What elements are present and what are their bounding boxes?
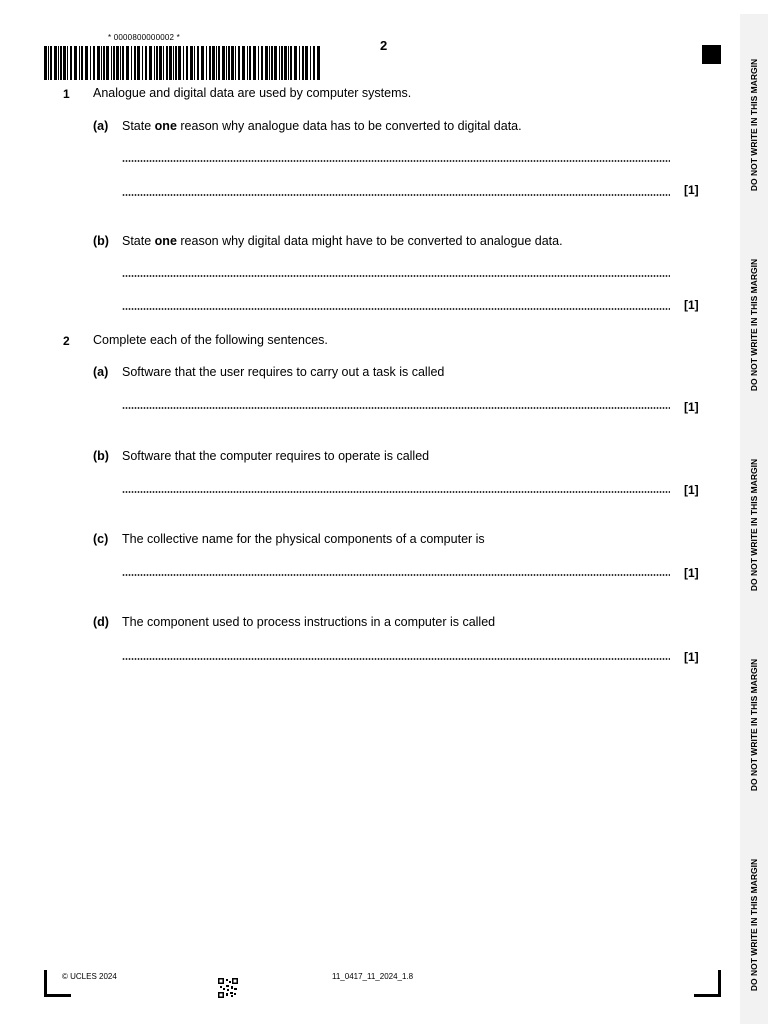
question-2c-text: The collective name for the physical components of a computer is [122,532,485,546]
margin-label: DO NOT WRITE IN THIS MARGIN [749,658,759,792]
question-2d-text: The component used to process instructions in a computer is called [122,615,496,629]
answer-line-2d[interactable] [122,658,670,660]
margin-label: DO NOT WRITE IN THIS MARGIN [749,58,759,192]
question-2b-mark: [1] [684,483,699,497]
question-1a-label: (a) [93,119,109,133]
question-2a-label: (a) [93,365,109,379]
crop-mark-left [44,994,71,997]
question-2d-mark: [1] [684,650,699,664]
question-1-text: Analogue and digital data are used by computer systems. [93,86,412,100]
margin-label: DO NOT WRITE IN THIS MARGIN [749,258,759,392]
question-1b-label: (b) [93,234,109,248]
answer-line-2c[interactable] [122,574,670,576]
qr-code-icon [218,978,238,998]
answer-line-1b-1[interactable] [122,275,670,277]
document-code: 11_0417_11_2024_1.8 [332,972,414,981]
barcode-image [44,46,320,80]
question-2c-label: (c) [93,532,109,546]
answer-line-1a-2[interactable] [122,194,670,196]
question-1a-mark: [1] [684,183,699,197]
crop-mark-right [694,994,721,997]
question-1b-text: State one reason why digital data might have to be converted to analogue data. [122,234,563,248]
question-2b-label: (b) [93,449,109,463]
margin-label: DO NOT WRITE IN THIS MARGIN [749,458,759,592]
answer-line-2b[interactable] [122,491,670,493]
copyright-notice: © UCLES 2024 [62,972,117,981]
question-2b-text: Software that the computer requires to operate is called [122,449,430,463]
question-2a-mark: [1] [684,400,699,414]
question-1b-mark: [1] [684,298,699,312]
question-2a-text: Software that the user requires to carry out a task is called [122,365,445,379]
crop-mark-left [44,970,47,997]
barcode-number: * 0000800000002 * [108,33,180,42]
question-2-number: 2 [63,334,70,348]
page-number: 2 [380,38,388,53]
question-1-number: 1 [63,87,70,101]
answer-line-2a[interactable] [122,407,670,409]
answer-line-1a-1[interactable] [122,160,670,162]
answer-line-1b-2[interactable] [122,308,670,310]
question-1a-text: State one reason why analogue data has to be converted to digital data. [122,119,522,133]
registration-mark [702,45,721,64]
question-2d-label: (d) [93,615,109,629]
crop-mark-right [718,970,721,997]
question-2c-mark: [1] [684,566,699,580]
margin-label: DO NOT WRITE IN THIS MARGIN [749,858,759,992]
question-2-text: Complete each of the following sentences. [93,333,328,347]
